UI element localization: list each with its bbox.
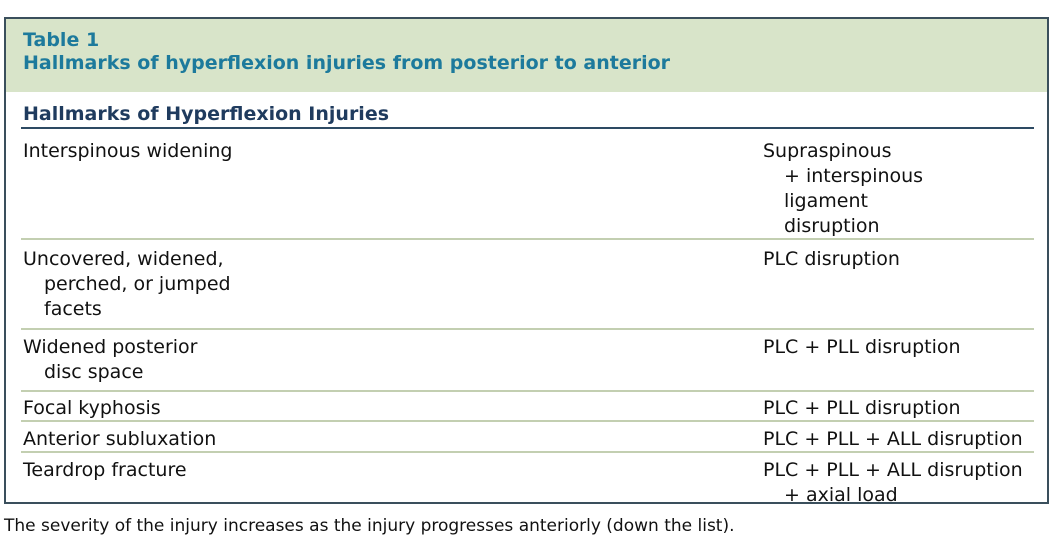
table-footnote: The severity of the injury increases as the injury progresses anteriorly (down the list). [4,516,735,536]
table-row [21,335,1034,392]
result-text: ligament [784,190,868,212]
finding-text: perched, or jumped [44,273,231,295]
finding-cell [23,458,323,483]
finding-text: Interspinous widening [23,140,233,162]
finding-cell [23,139,323,164]
table-row [21,396,1034,422]
finding-cell [23,335,323,385]
result-text: PLC + PLL + ALL disruption [763,428,1023,450]
table-row [21,427,1034,453]
finding-text: facets [44,298,102,320]
result-cell [763,427,1043,452]
result-text: + axial load [784,484,898,504]
result-cell [763,139,1043,239]
table-label: Table 1 [23,29,100,51]
finding-cell [23,427,323,452]
finding-text: Focal kyphosis [23,397,161,419]
table-row [21,139,1034,240]
result-text: + interspinous [784,165,924,187]
table-caption [6,19,1047,92]
result-cell [763,396,1043,421]
column-header: Hallmarks of Hyperflexion Injuries [23,103,390,125]
table-title: Hallmarks of hyperflexion injuries from posterior to anterior [23,52,671,74]
result-text: PLC disruption [763,248,900,270]
finding-text: Anterior subluxation [23,428,217,450]
result-text: PLC + PLL disruption [763,397,961,419]
result-text: PLC + PLL + ALL disruption [763,459,1023,481]
header-divider [21,127,1034,129]
finding-text: Uncovered, widened, [23,248,224,270]
table-container [4,17,1049,504]
table-row [21,247,1034,330]
result-text: disruption [784,215,880,237]
finding-cell [23,247,323,322]
result-text: PLC + PLL disruption [763,336,961,358]
result-cell [763,335,1043,360]
finding-text: Teardrop fracture [23,459,187,481]
result-text: Supraspinous [763,140,892,162]
table-row [21,458,1034,504]
finding-text: Widened posterior [23,336,198,358]
result-cell [763,247,1043,272]
finding-cell [23,396,323,421]
table-body [21,139,1034,504]
finding-text: disc space [44,361,144,383]
result-cell [763,458,1043,504]
